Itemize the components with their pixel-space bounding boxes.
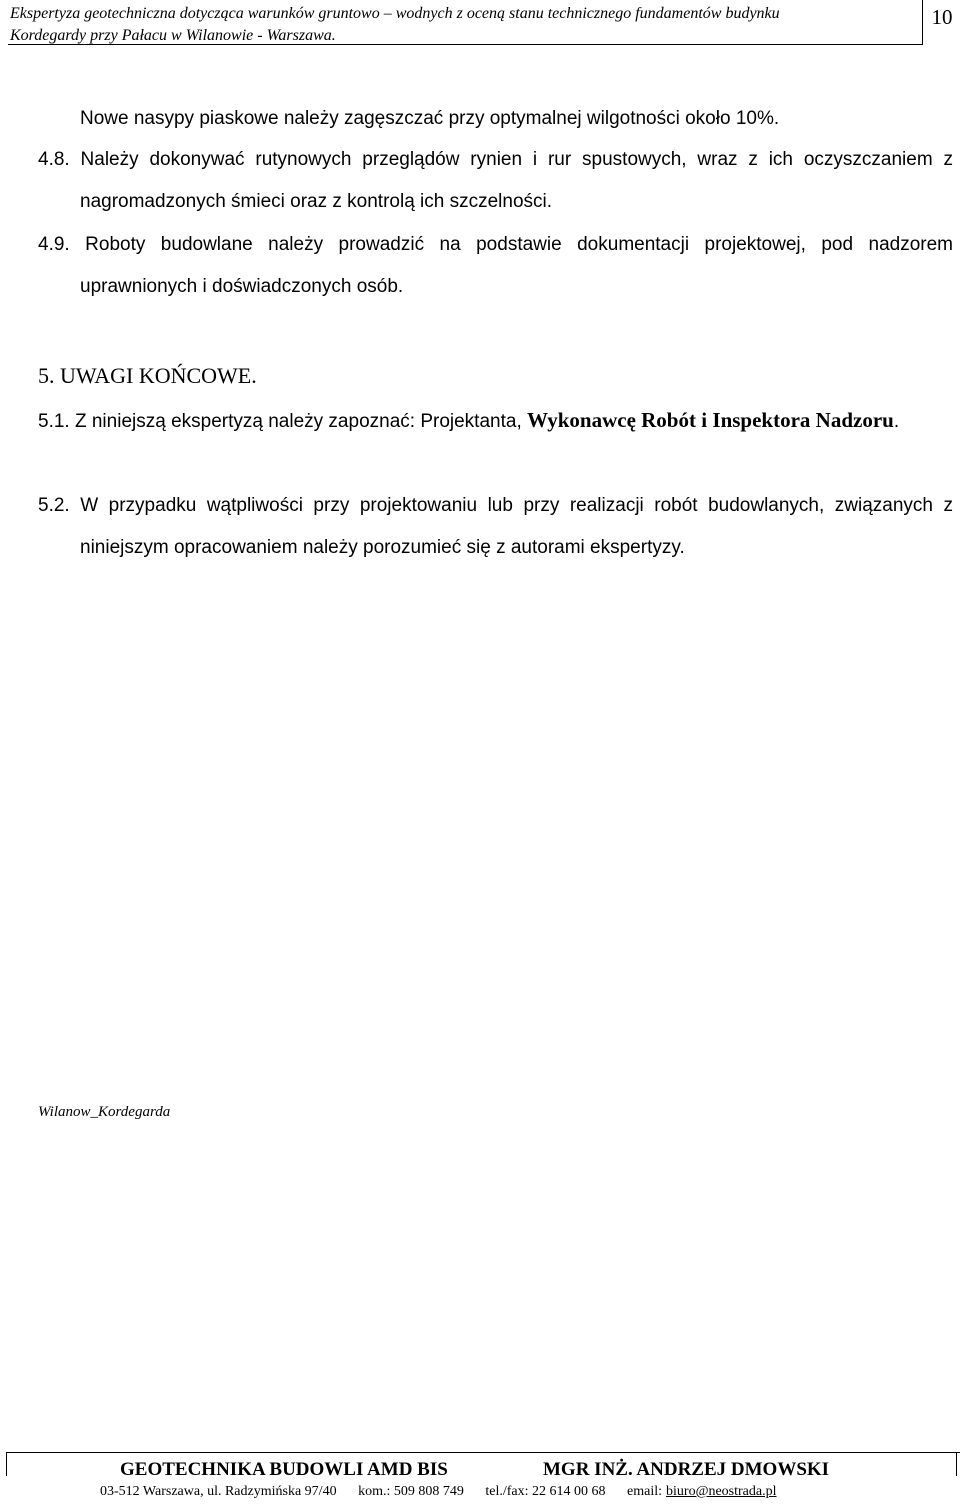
bold-conjunction: i bbox=[701, 408, 708, 432]
footer-contact bbox=[100, 1482, 960, 1502]
paragraph-text: Z niniejszą ekspertyzą należy zapoznać: Projektanta, bbox=[74, 411, 522, 432]
footer-phone: tel./fax: 22 614 00 68 bbox=[485, 1484, 606, 1499]
paragraph-text: Roboty budowlane należy prowadzić na podstawie dokumentacji projektowej, pod nadzorem uprawnionych i doświadczonych osób. bbox=[80, 234, 953, 297]
paragraph-4-9 bbox=[38, 224, 953, 308]
footer-company: GEOTECHNIKA BUDOWLI AMD BIS bbox=[120, 1459, 448, 1480]
page-number: 10 bbox=[931, 5, 953, 29]
paragraph-number: 4.9. bbox=[38, 234, 70, 255]
header-title-line-2: Kordegardy przy Pałacu w Wilanowie - Warszawa. bbox=[10, 27, 336, 44]
paragraph-text: W przypadku wątpliwości przy projektowaniu lub przy realizacji robót budowlanych, związanych z niniejszym opracowaniem należy porozumieć się z autorami ekspertyzy. bbox=[80, 495, 954, 558]
bold-contractor: Wykonawcę Robót bbox=[527, 408, 696, 432]
document-id: Wilanow_Kordegarda bbox=[38, 1104, 171, 1120]
paragraph-4-8 bbox=[38, 139, 953, 223]
paragraph-5-1 bbox=[38, 399, 953, 443]
paragraph-number: 5.2. bbox=[38, 495, 70, 516]
header-rule bbox=[8, 44, 922, 45]
paragraph-end: . bbox=[893, 411, 900, 432]
bold-inspector: Inspektora Nadzoru bbox=[712, 408, 894, 432]
footer-mobile: kom.: 509 808 749 bbox=[358, 1484, 464, 1499]
paragraph-5-2 bbox=[38, 485, 954, 569]
header-title-line-1: Ekspertyza geotechniczna dotycząca warunków gruntowo – wodnych z oceną stanu technicznego fundamentów budynku bbox=[10, 5, 780, 22]
footer-right-border bbox=[956, 1452, 957, 1476]
section-heading: 5. UWAGI KOŃCOWE. bbox=[38, 363, 257, 388]
paragraph-text: Należy dokonywać rutynowych przeglądów rynien i rur spustowych, wraz z ich oczyszczaniem z nagromadzonych śmieci oraz z kontrolą ich szczelności. bbox=[80, 149, 953, 212]
header-divider bbox=[922, 0, 923, 45]
paragraph-number: 5.1. bbox=[38, 411, 70, 432]
footer-rule bbox=[6, 1452, 960, 1453]
footer-address: 03-512 Warszawa, ul. Radzymińska 97/40 bbox=[100, 1484, 337, 1499]
paragraph-number: 4.8. bbox=[38, 149, 70, 170]
header-title bbox=[10, 3, 910, 47]
footer-email-label: email: bbox=[627, 1484, 663, 1499]
footer-email-link[interactable]: biuro@neostrada.pl bbox=[666, 1484, 777, 1499]
footer-person: MGR INŻ. ANDRZEJ DMOWSKI bbox=[543, 1459, 830, 1480]
paragraph-compaction: Nowe nasypy piaskowe należy zagęszczać przy optymalnej wilgotności około 10%. bbox=[80, 108, 780, 129]
footer-left-border bbox=[6, 1452, 7, 1476]
